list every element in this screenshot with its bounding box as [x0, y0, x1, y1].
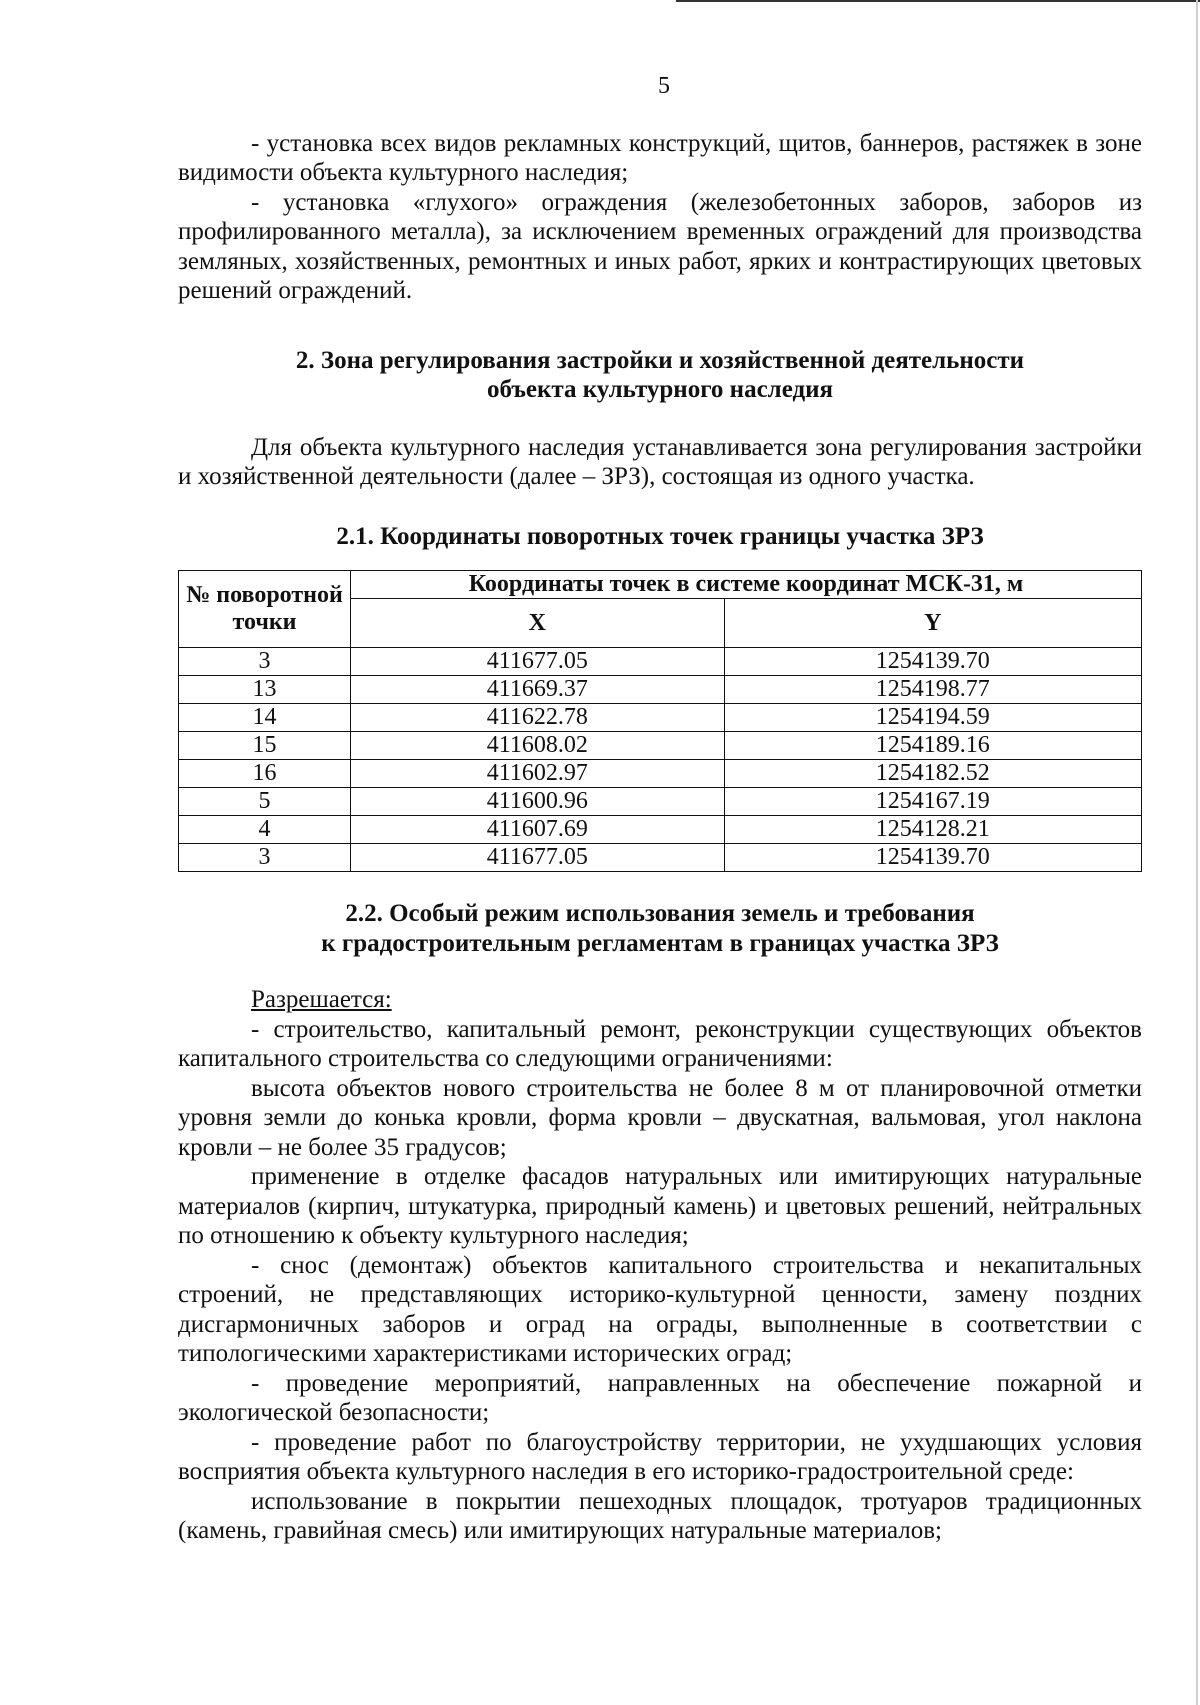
table-row: [179, 704, 1142, 732]
document-page: [178, 72, 1142, 1546]
allowed-item-safety-measures: - проведение мероприятий, направленных на обеспечение пожарной и экологической безопасности;: [178, 1369, 1142, 1426]
section-2-2-title-line-2: к градостроительным регламентам в границах участка ЗРЗ: [321, 929, 999, 957]
x-coordinate-cell: 411622.78: [351, 704, 725, 732]
section-2-text: Для объекта культурного наследия устанавливается зона регулирования застройки и хозяйственной деятельности (далее – ЗРЗ), состоящая из одного участка.: [178, 433, 1142, 490]
section-2-title-line-2: объекта культурного наследия: [486, 376, 834, 403]
intro-item-advertising: - установка всех видов рекламных конструкций, щитов, баннеров, растяжек в зоне видимости объекта культурного наследия;: [178, 129, 1142, 186]
allowed-label-paragraph: [178, 985, 1142, 1015]
table-row: [179, 788, 1142, 816]
page-number: 5: [658, 73, 670, 99]
section-2-2-title-line-1: 2.2. Особый режим использования земель и требования: [345, 900, 975, 927]
point-number-cell: 14: [179, 704, 351, 732]
col-y-header: Y: [724, 599, 1141, 648]
allowed-item-facade-materials: применение в отделке фасадов натуральных или имитирующих натуральные материалов (кирпич, штукатурка, природный камень) и цветовых решений, нейтральных по отношению к объекту культурного наследия;: [178, 1163, 1142, 1249]
table-row: [179, 844, 1142, 872]
x-coordinate-cell: 411677.05: [351, 844, 725, 872]
coordinates-table: [178, 570, 1142, 872]
y-coordinate-cell: 1254189.16: [724, 732, 1141, 760]
section-2-title-line-1: 2. Зона регулирования застройки и хозяйственной деятельности: [295, 346, 1025, 374]
y-coordinate-cell: 1254128.21: [724, 816, 1141, 844]
point-number-cell: 3: [179, 648, 351, 676]
x-coordinate-cell: 411608.02: [351, 732, 725, 760]
allowed-item-height-limit: высота объектов нового строительства не более 8 м от планировочной отметки уровня земли до конька кровли, форма кровли – двускатная, вальмовая, угол наклона кровли – не более 35 градусов;: [178, 1074, 1142, 1161]
section-2-1-heading: 2.1. Координаты поворотных точек границы участка ЗРЗ: [336, 522, 984, 550]
y-coordinate-cell: 1254182.52: [724, 760, 1141, 788]
point-number-cell: 15: [179, 732, 351, 760]
section-2-2-heading: [178, 899, 1142, 958]
top-border-line: [676, 0, 1200, 2]
intro-item-fencing: - установка «глухого» ограждения (железобетонных заборов, заборов из профилированного металла), за исключением временных ограждений для производства земляных, хозяйственных, ремонтных и иных работ, ярких и контрастирующих цветовых решений ограждений.: [178, 188, 1142, 304]
col-point-number-header: № поворотной точки: [179, 571, 351, 648]
allowed-item-demolition: - снос (демонтаж) объектов капитального строительства и некапитальных строений, не представляющих историко-культурной ценности, замену поздних дисгармоничных заборов и оград на ограды, выполненные в соответствии с типологическими характеристиками исторических оград;: [178, 1251, 1142, 1367]
y-coordinate-cell: 1254139.70: [724, 648, 1141, 676]
x-coordinate-cell: 411602.97: [351, 760, 725, 788]
table-row: [179, 760, 1142, 788]
right-border-line: [1196, 0, 1198, 1705]
y-coordinate-cell: 1254167.19: [724, 788, 1141, 816]
table-row: [179, 676, 1142, 704]
point-number-cell: 3: [179, 844, 351, 872]
section-2-heading: [178, 346, 1142, 405]
table-row: [179, 732, 1142, 760]
point-number-cell: 4: [179, 816, 351, 844]
x-coordinate-cell: 411669.37: [351, 676, 725, 704]
table-row: [179, 816, 1142, 844]
x-coordinate-cell: 411600.96: [351, 788, 725, 816]
y-coordinate-cell: 1254194.59: [724, 704, 1141, 732]
y-coordinate-cell: 1254139.70: [724, 844, 1141, 872]
col-coordinates-group-header: Координаты точек в системе координат МСК-31, м: [351, 571, 1142, 599]
point-number-cell: 5: [179, 788, 351, 816]
allowed-item-landscaping: - проведение работ по благоустройству территории, не ухудшающих условия восприятия объекта культурного наследия в его историко-градостроительной среде:: [178, 1428, 1142, 1485]
point-number-cell: 16: [179, 760, 351, 788]
col-x-header: X: [351, 599, 725, 648]
y-coordinate-cell: 1254198.77: [724, 676, 1141, 704]
x-coordinate-cell: 411607.69: [351, 816, 725, 844]
allowed-item-paving-materials: использование в покрытии пешеходных площадок, тротуаров традиционных (камень, гравийная смесь) или имитирующих натуральные материалов;: [178, 1487, 1142, 1544]
table-header-row: [179, 571, 1142, 599]
table-row: [179, 648, 1142, 676]
point-number-cell: 13: [179, 676, 351, 704]
allowed-label: Разрешается:: [251, 986, 392, 1013]
allowed-item-construction: - строительство, капитальный ремонт, реконструкции существующих объектов капитального строительства со следующими ограничениями:: [178, 1015, 1142, 1072]
x-coordinate-cell: 411677.05: [351, 648, 725, 676]
